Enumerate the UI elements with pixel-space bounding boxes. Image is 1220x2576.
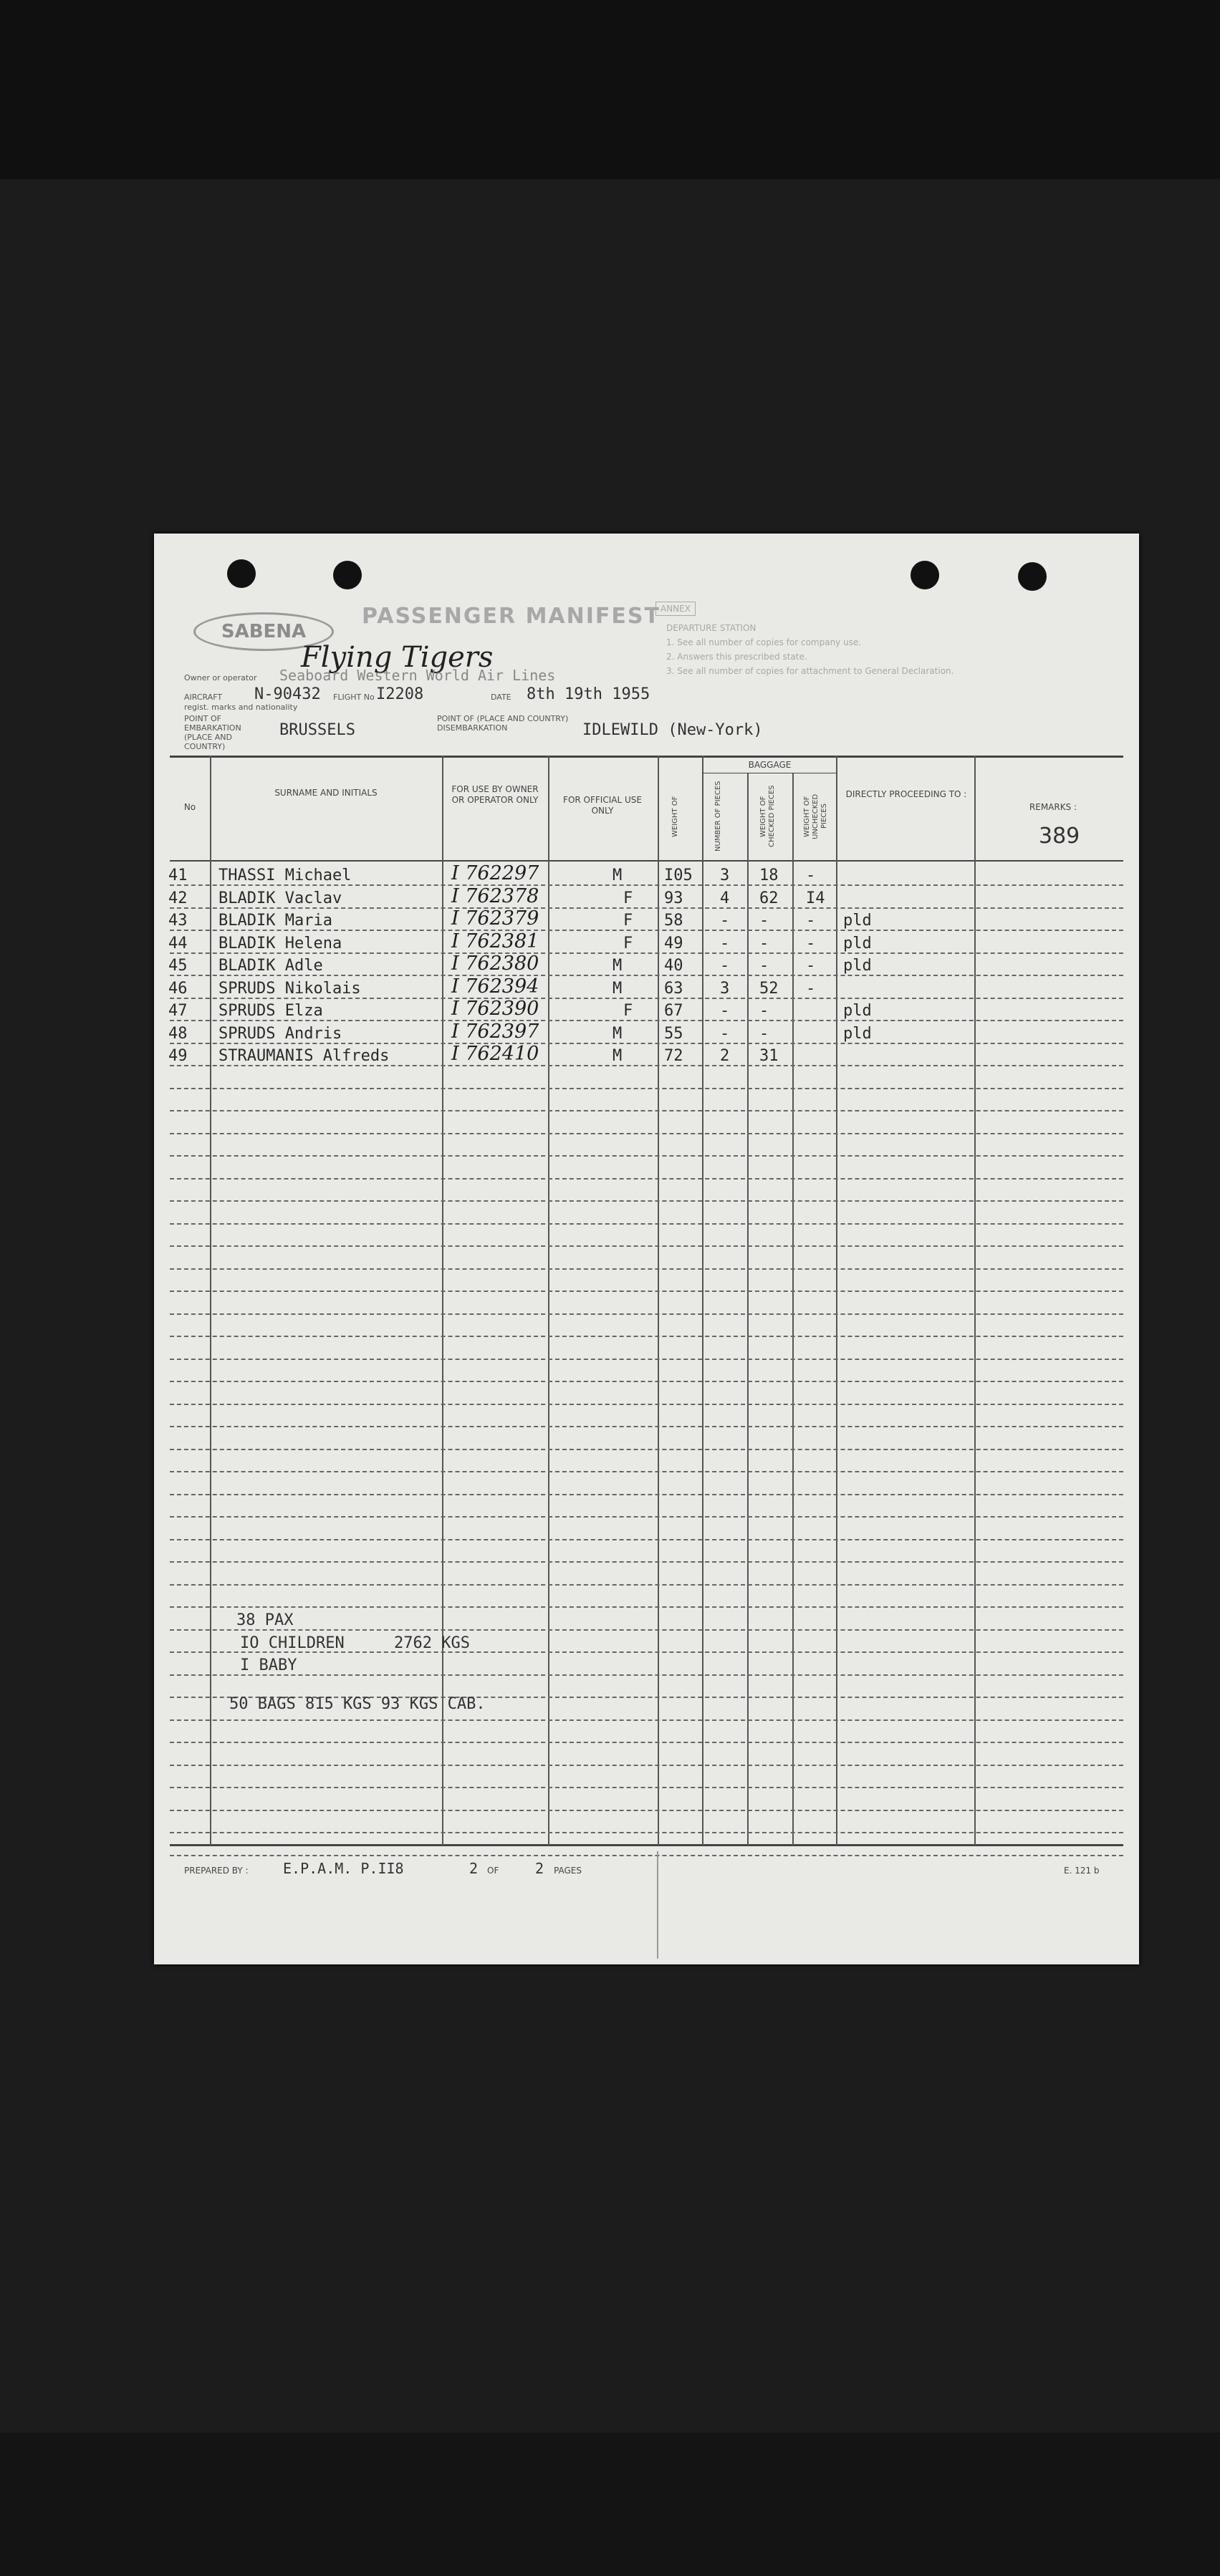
ruled-line (170, 1088, 1123, 1090)
aircraft-value: N-90432 (254, 685, 321, 703)
col-head-remarks: REMARKS : (1029, 802, 1077, 812)
table-row (154, 862, 1139, 888)
row-checked-weight: 18 (759, 867, 779, 884)
row-checked-weight: - (759, 957, 769, 975)
manifest-page (154, 534, 1139, 1964)
col-head-directly: DIRECTLY PROCEEDING TO : (845, 789, 967, 799)
punch-hole-icon (1018, 562, 1047, 591)
row-checked-weight: - (759, 934, 769, 952)
table-row (154, 975, 1139, 1001)
row-ticket: I 762380 (451, 952, 539, 975)
row-remark: pld (843, 912, 872, 930)
ruled-line (170, 1404, 1123, 1406)
row-sex: M (613, 867, 623, 884)
page-number: 389 (1039, 824, 1080, 849)
header-bottom-border (170, 860, 1123, 862)
row-weight: 72 (664, 1047, 683, 1065)
flight-label: FLIGHT No (333, 693, 375, 702)
row-name: STRAUMANIS Alfreds (218, 1047, 390, 1065)
embark-value: BRUSSELS (279, 721, 355, 739)
row-ticket: I 762397 (451, 1020, 539, 1043)
instruction-1: 1. See all number of copies for company use. (666, 637, 862, 647)
row-no: 46 (168, 979, 188, 998)
ruled-line (170, 1539, 1123, 1541)
footer-divider (657, 1851, 658, 1959)
ruled-line (170, 1110, 1123, 1112)
owner-value: Seaboard Western World Air Lines (279, 667, 556, 684)
col-head-weight: WEIGHT OF (671, 796, 679, 837)
row-no: 43 (168, 912, 188, 930)
ruled-line (170, 1674, 1123, 1677)
row-ticket: I 762297 (451, 862, 539, 884)
col-head-official-use: FOR OFFICIAL USE ONLY (563, 795, 642, 816)
row-pieces: 2 (720, 1047, 730, 1065)
row-unchecked-weight: - (806, 957, 816, 975)
table-row (154, 884, 1139, 911)
row-no: 42 (168, 889, 188, 907)
ruled-line (170, 1787, 1123, 1789)
ruled-line (170, 1178, 1123, 1180)
row-sex: M (613, 1024, 623, 1043)
row-name: BLADIK Maria (218, 912, 332, 930)
date-value: 8th 19th 1955 (527, 685, 650, 703)
page-of: 2 (469, 1860, 479, 1877)
ruled-line (170, 1832, 1123, 1834)
row-pieces: - (720, 1024, 730, 1043)
row-pieces: - (720, 957, 730, 975)
row-weight: 93 (664, 889, 683, 907)
row-no: 49 (168, 1047, 188, 1065)
ruled-line (170, 1494, 1123, 1496)
row-checked-weight: 31 (759, 1047, 779, 1065)
annex-box: ANNEX (655, 602, 696, 616)
row-sex: M (613, 957, 623, 975)
row-remark: pld (843, 934, 872, 952)
row-pieces: 4 (720, 889, 730, 907)
ruled-line (170, 1155, 1123, 1157)
row-pieces: - (720, 934, 730, 952)
ruled-line (170, 1584, 1123, 1586)
ruled-line (170, 1313, 1123, 1316)
col-head-surname: SURNAME AND INITIALS (274, 788, 378, 798)
row-sex: F (623, 934, 633, 952)
row-sex: F (623, 1002, 633, 1020)
ruled-line (170, 1810, 1123, 1812)
ruled-line (170, 1471, 1123, 1473)
instruction-3: 3. See all number of copies for attachment to General Declaration. (666, 666, 954, 676)
ruled-line (170, 1426, 1123, 1428)
row-sex: F (623, 889, 633, 907)
table-row (154, 907, 1139, 933)
row-name: SPRUDS Elza (218, 1002, 323, 1020)
total-pax: 38 PAX (236, 1611, 294, 1629)
pages-total: 2 (535, 1860, 544, 1877)
table-row (154, 952, 1139, 978)
ruled-line (170, 1268, 1123, 1270)
col-head-unchecked-weight: WEIGHT OF UNCHECKED PIECES (803, 793, 828, 839)
pages-label: PAGES (554, 1866, 582, 1876)
ruled-line (170, 1629, 1123, 1631)
total-kgs: 2762 KGS (394, 1634, 470, 1652)
row-name: BLADIK Adle (218, 957, 323, 975)
film-border-bottom (0, 2433, 1220, 2576)
row-unchecked-weight: - (806, 934, 816, 952)
ruled-line (170, 1336, 1123, 1338)
ruled-line (170, 1606, 1123, 1608)
row-checked-weight: - (759, 912, 769, 930)
total-baby: I BABY (240, 1656, 297, 1674)
row-no: 41 (168, 867, 188, 884)
ruled-line (170, 1223, 1123, 1225)
row-pieces: 3 (720, 867, 730, 884)
ruled-line (170, 1133, 1123, 1135)
row-name: THASSI Michael (218, 867, 352, 884)
regist-label: regist. marks and nationality (184, 703, 298, 712)
embark-label: POINT OF EMBARKATION (PLACE AND COUNTRY) (184, 714, 241, 751)
row-checked-weight: - (759, 1002, 769, 1020)
table-row (154, 1020, 1139, 1046)
ruled-line (170, 1291, 1123, 1293)
ruled-line (170, 1516, 1123, 1518)
row-no: 45 (168, 957, 188, 975)
row-checked-weight: 62 (759, 889, 779, 907)
col-head-pieces: NUMBER OF PIECES (714, 781, 722, 852)
ruled-line (170, 1765, 1123, 1767)
ruled-line (170, 1359, 1123, 1361)
ruled-line (170, 1719, 1123, 1722)
film-border-top (0, 0, 1220, 179)
punch-hole-icon (911, 561, 939, 589)
disembark-value: IDLEWILD (New-York) (582, 721, 763, 739)
ruled-line (170, 1561, 1123, 1563)
row-pieces: - (720, 912, 730, 930)
aircraft-label: AIRCRAFT (184, 693, 223, 702)
table-row (154, 1000, 1139, 1023)
row-checked-weight: 52 (759, 979, 779, 998)
table-top-border (170, 756, 1123, 758)
disembark-label: POINT OF (PLACE AND COUNTRY) DISEMBARKATION (437, 714, 569, 733)
row-weight: 49 (664, 934, 683, 952)
row-pieces: 3 (720, 979, 730, 998)
ruled-line (170, 1449, 1123, 1451)
row-remark: pld (843, 1002, 872, 1020)
total-bags: 50 BAGS 815 KGS 93 KGS CAB. (229, 1695, 486, 1713)
table-bottom-border (170, 1844, 1123, 1846)
row-name: BLADIK Vaclav (218, 889, 342, 907)
row-weight: 67 (664, 1002, 683, 1020)
row-name: SPRUDS Andris (218, 1024, 342, 1043)
flight-value: I2208 (376, 685, 424, 703)
col-head-no: No (183, 802, 196, 812)
row-name: BLADIK Helena (218, 934, 342, 952)
row-checked-weight: - (759, 1024, 769, 1043)
row-unchecked-weight: I4 (806, 889, 825, 907)
departure-label: DEPARTURE STATION (666, 623, 757, 633)
col-head-checked-weight: WEIGHT OF CHECKED PIECES (759, 785, 776, 848)
handwritten-carrier: Flying Tigers (301, 641, 494, 674)
row-sex: F (623, 912, 633, 930)
table-row (154, 930, 1139, 956)
ruled-line (170, 1742, 1123, 1744)
row-weight: 55 (664, 1024, 683, 1043)
row-unchecked-weight: - (806, 867, 816, 884)
row-unchecked-weight: - (806, 912, 816, 930)
row-ticket: I 762379 (451, 907, 539, 930)
ruled-line (170, 1381, 1123, 1383)
ruled-line (170, 1855, 1123, 1857)
row-weight: 40 (664, 957, 683, 975)
ruled-line (170, 1245, 1123, 1248)
row-no: 47 (168, 1002, 188, 1020)
of-label: OF (487, 1866, 499, 1876)
row-weight: 58 (664, 912, 683, 930)
row-sex: M (613, 1047, 623, 1065)
row-pieces: - (720, 1002, 730, 1020)
table-row (154, 1043, 1139, 1068)
owner-label: Owner or operator (184, 673, 257, 682)
punch-hole-icon (333, 561, 362, 589)
row-ticket: I 762381 (451, 930, 539, 952)
sabena-stamp: SABENA (193, 612, 334, 651)
row-ticket: I 762410 (451, 1043, 539, 1065)
row-no: 44 (168, 934, 188, 952)
col-head-owner-use: FOR USE BY OWNER OR OPERATOR ONLY (451, 784, 539, 805)
row-remark: pld (843, 1024, 872, 1043)
prepared-label: PREPARED BY : (184, 1866, 249, 1876)
row-sex: M (613, 979, 623, 998)
date-label: DATE (491, 693, 511, 702)
row-name: SPRUDS Nikolais (218, 979, 361, 998)
row-weight: 63 (664, 979, 683, 998)
total-children: IO CHILDREN (240, 1634, 345, 1652)
ruled-line (170, 1200, 1123, 1202)
row-remark: pld (843, 957, 872, 975)
prepared-value: E.P.A.M. P.II8 (283, 1860, 404, 1877)
row-ticket: I 762394 (451, 975, 539, 998)
row-no: 48 (168, 1024, 188, 1043)
form-code: E. 121 b (1064, 1866, 1100, 1876)
row-unchecked-weight: - (806, 979, 816, 998)
punch-hole-icon (227, 559, 256, 588)
col-head-baggage: BAGGAGE (748, 760, 792, 770)
row-weight: I05 (664, 867, 693, 884)
row-ticket: I 762390 (451, 998, 539, 1020)
row-ticket: I 762378 (451, 884, 539, 907)
form-title: PASSENGER MANIFEST (362, 604, 661, 629)
instruction-2: 2. Answers this prescribed state. (666, 652, 807, 662)
